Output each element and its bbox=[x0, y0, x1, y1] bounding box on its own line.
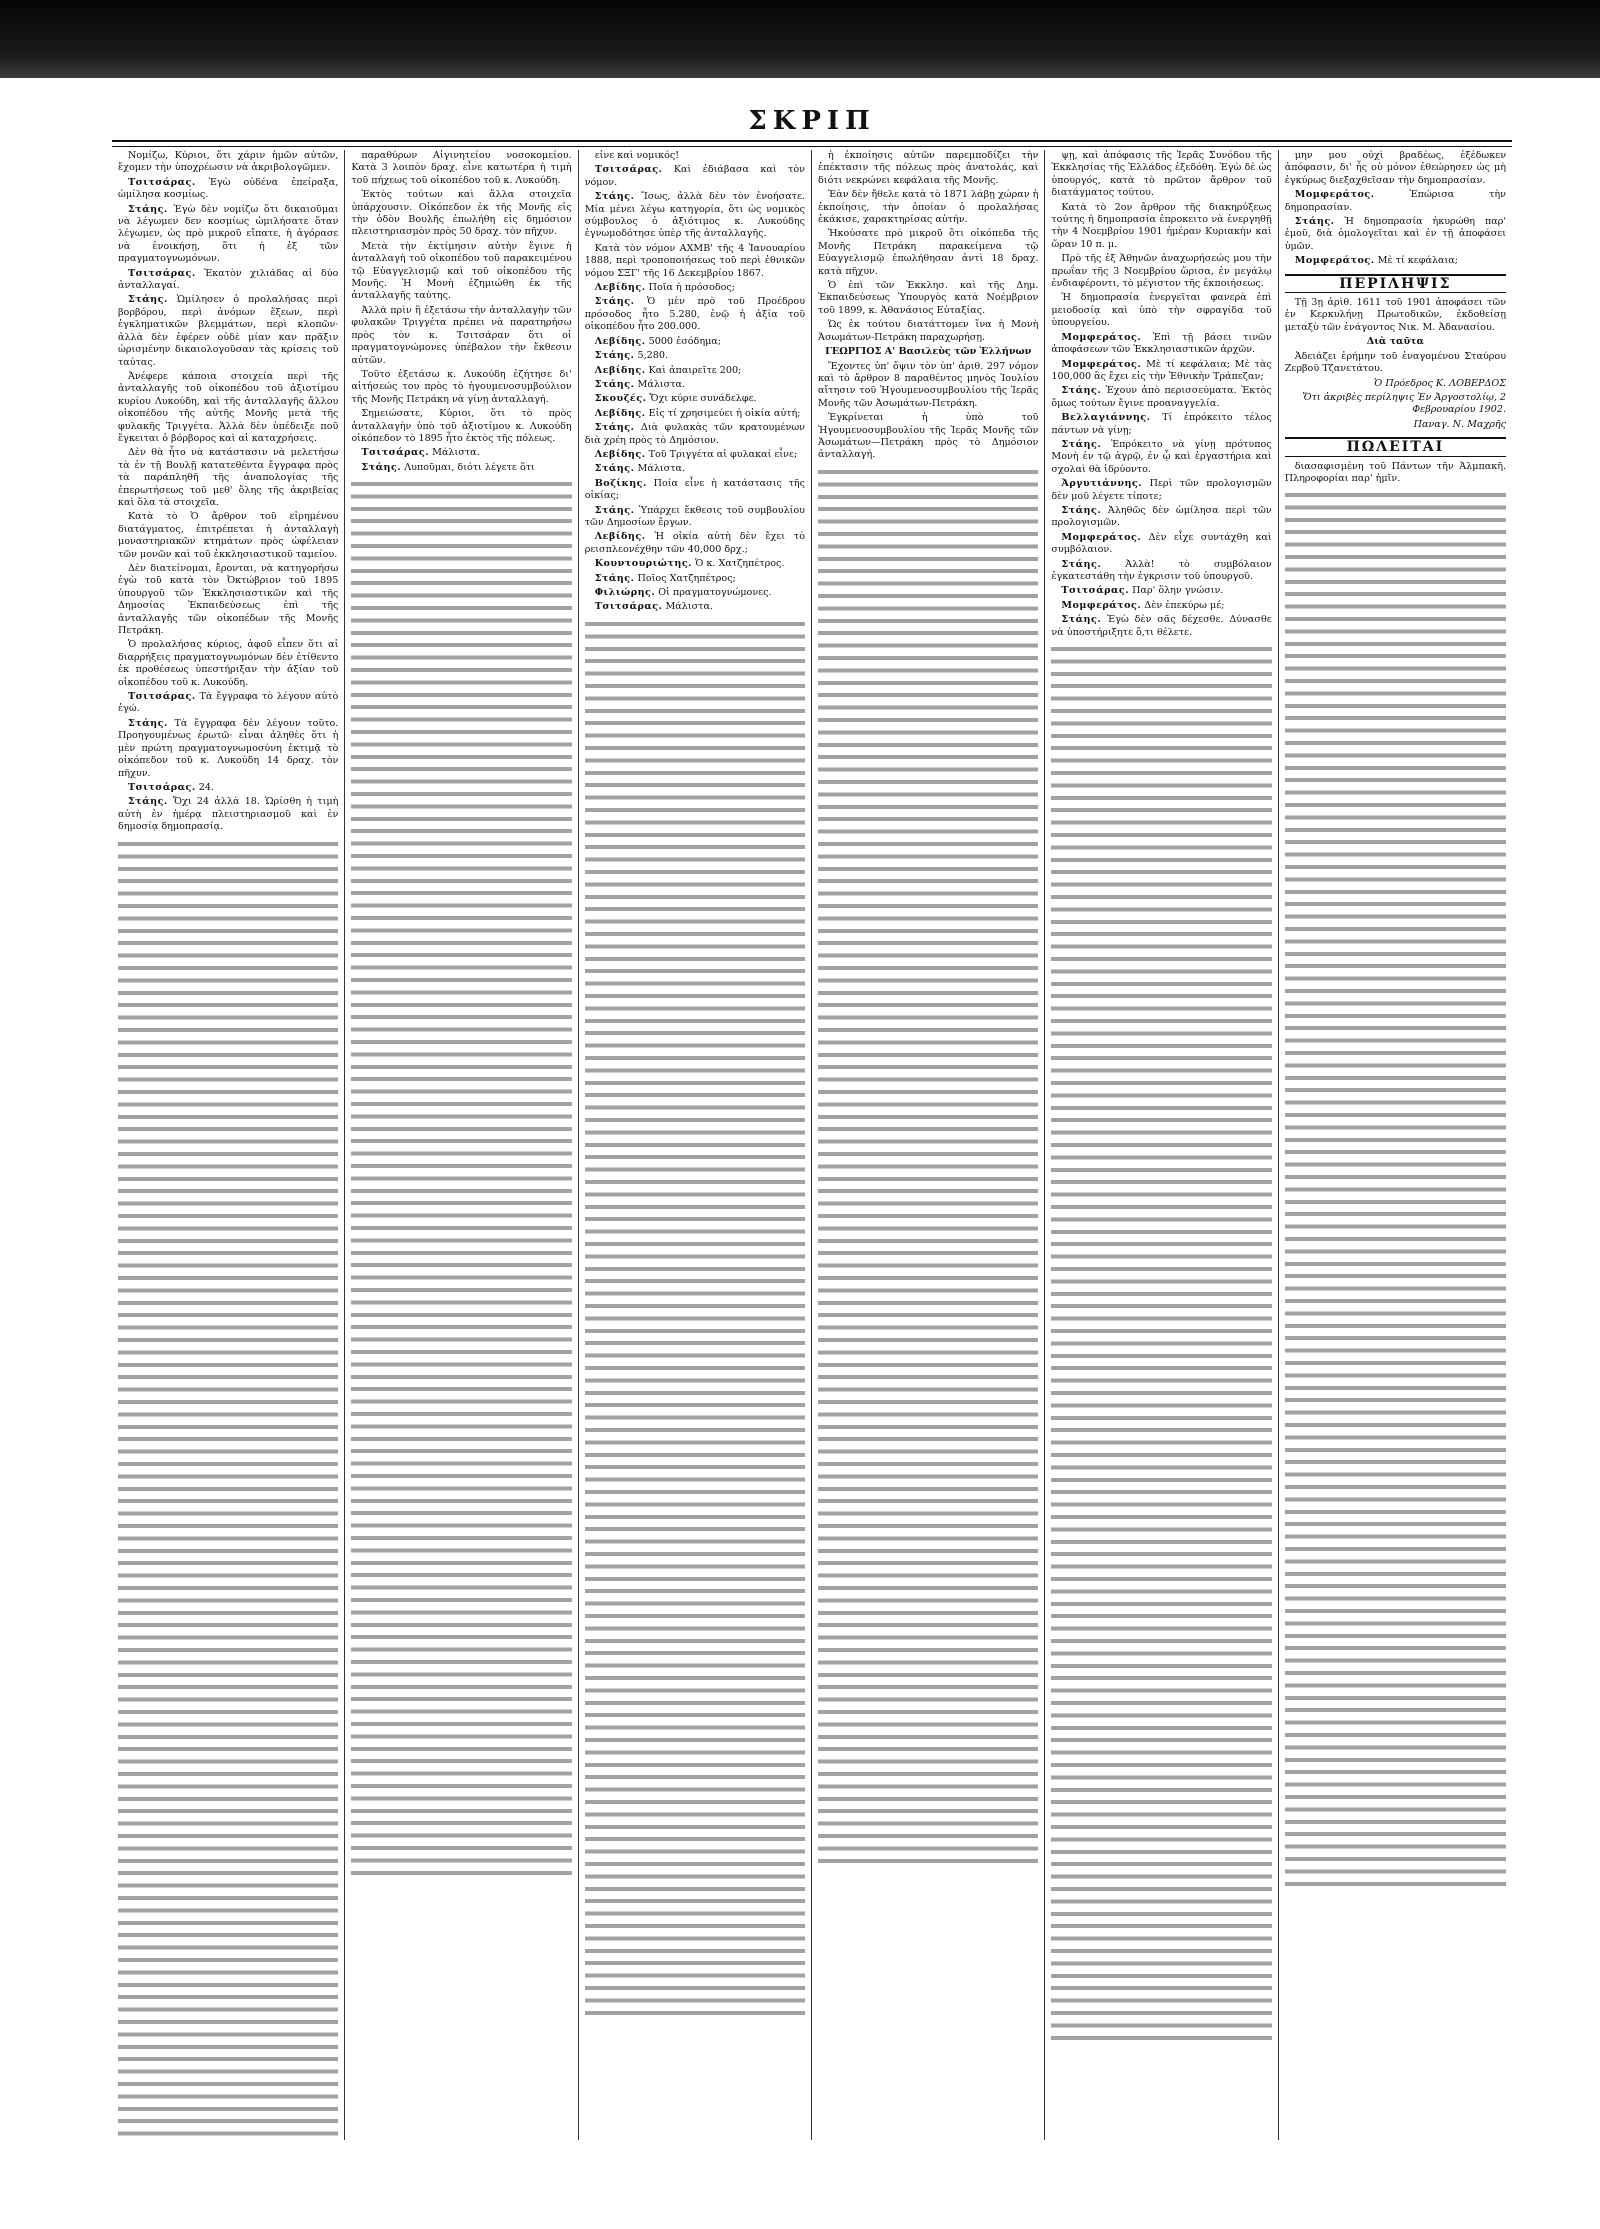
paragraph-text: Ποῖα ἡ πρόσοδος; bbox=[648, 282, 736, 294]
speaker-name: Στάης. bbox=[1061, 558, 1102, 570]
paragraph-text: Παρ' ὅλην γνώσιν. bbox=[1132, 585, 1224, 597]
article-paragraph bbox=[1285, 216, 1506, 253]
speaker-name: Λεβίδης. bbox=[594, 531, 646, 543]
speaker-name: Στάης. bbox=[1061, 438, 1102, 450]
newsprint-texture bbox=[351, 478, 571, 1878]
paragraph-text: Καὶ ἐδιάβασα καὶ τὸν νόμον. bbox=[584, 164, 806, 188]
paragraph-text: Δὲν θὰ ἦτο νὰ κατάστασιν νὰ μελετήσω τὰ ἐν τῇ Βουλῇ κατατεθέντα ἔγγραφα πρὸς τὰ παράπληθῆ τῆς ἀναπολογίας τῆς ἐπερωτήσεως τοῦ μεθ' ὅλης τῆς ἀκριβείας καὶ ὅλα τὰ στοιχεῖα. bbox=[118, 447, 339, 508]
column-6 bbox=[1279, 150, 1512, 2140]
article-paragraph bbox=[818, 150, 1038, 187]
newsprint-texture bbox=[1285, 489, 1506, 1889]
paragraph-text: 24. bbox=[198, 781, 215, 793]
article-paragraph bbox=[1285, 297, 1506, 334]
paragraph-text: Ποῖος Χατζηπέτρος; bbox=[637, 572, 736, 584]
article-paragraph bbox=[118, 639, 338, 689]
article-paragraph bbox=[818, 361, 1038, 411]
article-paragraph bbox=[1285, 392, 1506, 417]
paragraph-text: Νομίζω, Κύριοι, ὅτι χάριν ἡμῶν αὐτῶν, ἔχομεν τὴν ὑποχρέωσιν νὰ ἀκριβολογῶμεν. bbox=[118, 150, 339, 174]
article-paragraph bbox=[1285, 378, 1506, 390]
paragraph-text: Ἐκτὸς τούτων καὶ ἄλλα στοιχεῖα ὑπάρχουσιν. Οἰκόπεδον ἐκ τῆς Μονῆς εἰς τὴν ὁδὸν Βουλῆς ἐπωλήθη εἰς δημόσιον πλειστηριασμὸν πρὸς 50 δραχ. τὸν πῆχυν. bbox=[351, 189, 572, 238]
speaker-name: Στάης. bbox=[594, 504, 635, 516]
paragraph-text: Ἀνέφερε κάποια στοιχεία περὶ τῆς ἀνταλλαγῆς τοῦ οἰκοπέδου τοῦ ἀξιοτίμου κυρίου Λυκούδη, καὶ τῆς ἀνταλλαγῆς ἄλλου οἰκοπέδου τῆς αὐτῆς Μονῆς μετὰ τῆς φυλακῆς Τριγγέτα. Ἀλλὰ δὲν ὑπέδειξε ποῦ ἔγκειται ὁ βόρβορος καὶ αἱ καταχρήσεις. bbox=[118, 370, 339, 444]
speaker-name: Στάης. bbox=[1061, 614, 1102, 626]
article-paragraph bbox=[1285, 419, 1506, 431]
article-paragraph bbox=[1051, 385, 1271, 410]
article-paragraph bbox=[818, 319, 1038, 344]
speaker-name: Μομφεράτος. bbox=[1061, 358, 1142, 370]
article-paragraph bbox=[351, 189, 571, 239]
article-paragraph bbox=[118, 691, 338, 716]
speaker-name: Στάης. bbox=[594, 422, 635, 434]
speaker-name: Φιλιώρης. bbox=[594, 587, 656, 598]
speaker-name: Ἀργυτιάννης. bbox=[1061, 478, 1143, 490]
section-heading: ΠΕΡΙΛΗΨΙΣ bbox=[1285, 274, 1506, 293]
paragraph-text: Ἐγκρίνεται ἡ ὑπὸ τοῦ Ἡγουμενοσυμβουλίου τῆς Ἱερᾶς Μονῆς τῶν Ἀσωμάτων—Πετράκη πρὸς τὸ Δημόσιον ἀνταλλαγή. bbox=[818, 412, 1039, 461]
paragraph-text: Κατὰ τὸν νόμον ΑΧΜΒ' τῆς 4 Ἰανουαρίου 1888, περὶ τροποποιήσεως τοῦ περὶ ἐθνικῶν νόμου ΣΞΓ' τῆς 16 Δεκεμβρίου 1867. bbox=[584, 242, 806, 279]
speaker-name: Μομφεράτος. bbox=[1061, 599, 1142, 611]
speaker-name: Λεβίδης. bbox=[594, 282, 646, 294]
speaker-name: Σκουζές. bbox=[594, 393, 647, 405]
newsprint-texture bbox=[585, 618, 805, 2018]
article-paragraph bbox=[1051, 412, 1271, 437]
paragraph-text: διασαφισμένη τοῦ Πάντων τῆν Ἀλμπακῆ. Πληροφορίαι παρ' ἡμῖν. bbox=[1284, 460, 1507, 484]
paragraph-text: Μὲ τί κεφάλαια; Μὲ τὰς 100,000 ἃς ἔχει εἰς τὴν Ἐθνικὴν Τράπεζαν; bbox=[1051, 358, 1272, 382]
speaker-name: Μομφεράτος. bbox=[1061, 531, 1142, 543]
paragraph-text: Ὁ ἐπὶ τῶν Ἐκκλησ. καὶ τῆς Δημ. Ἐκπαιδεύσεως Ὑπουργὸς κατὰ Νοέμβριον τοῦ 1899, κ. Ἀθανάσιος Εὐταξίας. bbox=[818, 280, 1039, 316]
article-paragraph bbox=[1051, 478, 1271, 503]
masthead bbox=[112, 108, 1512, 134]
speaker-name: Τσιτσάρας. bbox=[128, 176, 196, 188]
article-paragraph bbox=[1051, 532, 1271, 557]
article-paragraph bbox=[118, 371, 338, 445]
article-paragraph bbox=[1051, 202, 1271, 252]
newsprint-texture bbox=[818, 466, 1038, 1866]
paragraph-text: παραθύρων Αἰγινητείου νοσοκομείου. Κατὰ 3 λοιπὸν δραχ. εἶνε κατωτέρα ἡ τιμὴ τοῦ πήχεως τοῦ οἰκοπέδου τοῦ κ. Λυκούδη. bbox=[351, 150, 572, 186]
speaker-name: Τσιτσάρας. bbox=[594, 164, 663, 176]
paragraph-text: Ὁ κ. Χατζηπέτρος. bbox=[695, 558, 785, 570]
speaker-name: Λεβίδης. bbox=[594, 448, 646, 460]
paragraph-text: Μὲ τί κεφάλαια; bbox=[1377, 255, 1458, 267]
column-1 bbox=[112, 150, 345, 2140]
article-paragraph bbox=[585, 243, 805, 280]
article-paragraph bbox=[1285, 189, 1506, 214]
paragraph-text: Ὁ μὲν πρὸ τοῦ Προέδρου πρόσοδος ἦτο 5.280, ἐνῷ ἡ ἀξία τοῦ οἰκοπέδου ἦτο 200.000. bbox=[584, 296, 806, 333]
paragraph-text: Λυποῦμαι, διότι λέγετε ὅτι bbox=[404, 461, 535, 473]
newspaper-page bbox=[112, 108, 1512, 2168]
newsprint-texture bbox=[1051, 643, 1271, 2043]
article-paragraph bbox=[351, 369, 571, 406]
article-paragraph bbox=[585, 164, 805, 189]
paragraph-text: Καὶ ἀπαιρεῖτε 200; bbox=[648, 364, 742, 376]
paragraph-text: εἶνε καὶ νομικός! bbox=[594, 150, 680, 161]
article-paragraph bbox=[585, 379, 805, 391]
paragraph-text: Ἡ δημοπρασία ἐνεργεῖται φανερὰ ἐπὶ μειοδοσίᾳ καὶ ὑπὸ τὴν σφραγίδα τοῦ ὑπουργείου. bbox=[1051, 292, 1272, 329]
article-paragraph bbox=[585, 282, 805, 294]
paragraph-text: Μάλιστα. bbox=[665, 601, 713, 613]
article-paragraph bbox=[585, 505, 805, 530]
article-paragraph bbox=[1051, 559, 1271, 584]
paragraph-text: Ἐπώρισα τὴν δημοπρασίαν. bbox=[1284, 189, 1507, 213]
speaker-name: Λεβίδης. bbox=[594, 364, 646, 376]
article-paragraph bbox=[1285, 351, 1506, 376]
paragraph-text: Ἐὰν δὲν ἤθελε κατὰ τὸ 1871 λάβῃ χώραν ἡ ἐκποίησις, τὴν ὁποίαν ὁ προλαλήσας ἐκάκισε, χαρακτηρίσας αὐτήν. bbox=[818, 189, 1039, 226]
article-paragraph bbox=[585, 573, 805, 585]
paragraph-text: ἡ ἐκποίησις αὐτῶν παρεμποδίζει τὴν ἐπέκτασιν τῆς πόλεως πρὸς ἀνατολάς, καὶ διότι νεκρώνει κεφάλαια τῆς Μονῆς. bbox=[818, 150, 1039, 186]
speaker-name: Τσιτσάρας. bbox=[361, 447, 430, 459]
article-paragraph bbox=[1051, 585, 1271, 597]
article-paragraph bbox=[351, 447, 571, 459]
paragraph-text: Κατὰ τὸ Ὁ ἄρθρον τοῦ εἰρημένου διατάγματος, ἐπιτρέπεται ἡ ἀνταλλαγὴ μοναστηριακῶν κτημάτων πρὸς ὠφέλειαν τῶν μονῶν καὶ τοῦ ἐκκλησιαστικοῦ ταμείου. bbox=[118, 511, 339, 560]
paragraph-text: Ἔχοντες ὑπ' ὄψιν τὸν ὑπ' ἀριθ. 297 νόμον καὶ τὸ ἄρθρον 8 παραθέντος μηνὸς Ἰουλίου αἴτησιν τοῦ Ἡγουμενοσυμβουλίου τῆς Ἱερᾶς Μονῆς τῶν Ἀσωμάτων-Πετράκη. bbox=[818, 360, 1039, 409]
speaker-name: Στάης. bbox=[128, 203, 168, 215]
speaker-name: Τσιτσάρας. bbox=[128, 267, 196, 279]
speaker-name: Στάης. bbox=[594, 378, 635, 390]
speaker-name: Στάης. bbox=[594, 191, 635, 203]
article-paragraph bbox=[118, 268, 338, 293]
paragraph-text: Ὡς ἐκ τούτου διατάττομεν ἵνα ἡ Μονὴ Ἀσωμάτων-Πετράκη παραχωρήσῃ. bbox=[818, 319, 1039, 343]
speaker-name: Στάης. bbox=[594, 463, 635, 475]
paragraph-text: μην μου οὐχὶ βραδέως, ἐξέδωκεν ἀπόφασιν, δι' ἧς οὐ μόνον ἐθεώρησεν ὡς μὴ ἐγκύρως διεξαχθεῖσαν τὴν δημοπρασίαν. bbox=[1284, 150, 1507, 186]
paragraph-text: Περὶ τῶν προλογισμῶν δὲν μοῦ λέγετε τίποτε; bbox=[1051, 478, 1272, 502]
article-paragraph bbox=[1051, 505, 1271, 530]
paragraph-text: Τοῦτο ἐξετάσω κ. Λυκούδη ἐζήτησε δι' αἰτήσεώς του πρὸς τὸ ἡγουμενοσυμβούλιον τῆς Μονῆς Πετράκη νὰ γίνῃ ἀνταλλαγή. bbox=[351, 368, 572, 405]
speaker-name: Στάης. bbox=[128, 717, 168, 729]
paragraph-text: Ὡμίλησεν ὁ προλαλήσας περὶ βορβόρου, περὶ ἀνόμων ἕξεων, περὶ ἐγκληματικῶν βλεμμάτων, περὶ κλοπῶν· ἀλλὰ δὲν ἐφέρεν οὐδὲ μίαν καν πρᾶξιν ὡρισμένην δικαιολογοῦσαν τὰς κρίσεις τοῦ ταύτας. bbox=[118, 294, 339, 368]
article-paragraph bbox=[585, 296, 805, 333]
speaker-name: Τσιτσάρας. bbox=[1061, 585, 1130, 597]
article-paragraph bbox=[118, 150, 338, 175]
paragraph-text: Ἑκατὸν χιλιάδας αἱ δύο ἀνταλλαγαί. bbox=[118, 267, 339, 292]
paragraph-text: Κατὰ τὸ 2ον ἄρθρον τῆς διακηρύξεως τούτης ἡ δημοπρασία ἐπροκειτο νὰ ἐνεργηθῇ τὴν 4 Νοεμβρίου 1901 ἡμέραν Κυριακὴν καὶ ὥραν 10 π. μ. bbox=[1051, 201, 1272, 250]
paragraph-text: Μάλιστα. bbox=[432, 447, 480, 459]
article-paragraph bbox=[1285, 336, 1506, 348]
article-paragraph bbox=[118, 563, 338, 637]
speaker-name: Λεβίδης. bbox=[594, 335, 646, 347]
paragraph-text: Μάλιστα. bbox=[637, 463, 686, 475]
paragraph-text: Ἐγὼ οὐδένα ἐπείραξα, ὡμίλησα κοσμίως. bbox=[118, 176, 339, 201]
article-paragraph bbox=[818, 412, 1038, 462]
speaker-name: Στάης. bbox=[594, 350, 635, 362]
article-paragraph bbox=[818, 189, 1038, 226]
article-paragraph bbox=[118, 177, 338, 202]
paragraph-text: ψῃ, καὶ ἀπόφασις τῆς Ἱερᾶς Συνόδου τῆς Ἐκκλησίας τῆς Ἑλλάδος ἐξεδόθη. Ἐγὼ δὲ ὡς ὑπουργός, κατὰ τὸ πρῶτον ἄρθρον τοῦ διατάγματος τούτου. bbox=[1051, 150, 1272, 199]
newsprint-texture bbox=[118, 838, 338, 2140]
paragraph-text: Ποία εἶνε ἡ κατάστασις τῆς οἰκίας; bbox=[584, 477, 806, 502]
article-paragraph bbox=[118, 294, 338, 368]
columns-container bbox=[112, 150, 1512, 2140]
speaker-name: Τσιτσάρας. bbox=[594, 601, 663, 613]
column-5 bbox=[1045, 150, 1278, 2140]
paragraph-text: Οἱ πραγματογνώμονες. bbox=[658, 587, 772, 598]
article-paragraph bbox=[818, 346, 1038, 358]
article-paragraph bbox=[118, 796, 338, 833]
article-paragraph bbox=[1051, 253, 1271, 290]
paragraph-text: Διὰ ταῦτα bbox=[1366, 336, 1424, 348]
paragraph-text: Εἰς τί χρησιμεύει ἡ οἰκία αὐτή; bbox=[648, 407, 801, 419]
speaker-name: Στάης. bbox=[361, 461, 402, 473]
speaker-name: Λεβίδης. bbox=[594, 407, 646, 419]
column-4 bbox=[812, 150, 1045, 2140]
section-heading: ΠΩΛΕΙΤΑΙ bbox=[1285, 437, 1506, 456]
paragraph-text: Ἡ δημοπρασία ἠκυρώθη παρ' ἐμοῦ, διὰ ὁμολογεῖται καὶ ἐν τῇ ἀποφάσει ὑμῶν. bbox=[1284, 216, 1507, 252]
masthead-title: ΣΚΡΙΠ bbox=[748, 106, 876, 136]
article-paragraph bbox=[585, 365, 805, 377]
scan-top-band bbox=[0, 0, 1600, 78]
paragraph-text: Παναγ. Ν. Μαχρῆς bbox=[1413, 418, 1507, 430]
paragraph-text: Ἐπρόκειτο νὰ γίνῃ πρότυπος Μονὴ ἐν τῷ ἀγρῷ, ἐν ᾧ καὶ ἐργαστήρια καὶ σχολαὶ θὰ ἱδρύοντο. bbox=[1051, 438, 1272, 475]
paragraph-text: Ἐχουν ἀπὸ περισσεύματα. Ἐκτὸς ὅμως τούτων ἔγινε προαναγγελία. bbox=[1051, 385, 1272, 409]
speaker-name: Στάης. bbox=[594, 572, 635, 584]
column-3 bbox=[579, 150, 812, 2140]
speaker-name: Βελλαγιάννης. bbox=[1061, 412, 1151, 424]
paragraph-text: Διὰ φυλακὰς τῶν κρατουμένων διὰ χρέη πρὸς τὸ Δημόσιον. bbox=[584, 422, 806, 446]
article-paragraph bbox=[118, 447, 338, 509]
paragraph-text: Ὄχι κύριε συνάδελφε. bbox=[649, 393, 757, 405]
article-paragraph bbox=[1051, 150, 1271, 200]
article-paragraph bbox=[585, 150, 805, 162]
article-paragraph bbox=[351, 150, 571, 187]
paragraph-text: Τῇ 3ῃ ἀρὶθ. 1611 τοῦ 1901 ἀποφάσει τῶν ἐν Κερκυλήνῃ Πρωτοδικῶν, ἐκδοθείσῃ μεταξὺ τῶν ἐνάγοντος Νικ. Μ. Ἀδανασίου. bbox=[1284, 297, 1507, 333]
article-paragraph bbox=[585, 408, 805, 420]
article-paragraph bbox=[118, 511, 338, 561]
article-paragraph bbox=[585, 601, 805, 613]
paragraph-text: Ἴσως, ἀλλὰ δὲν τὸν ἐνοήσατε. Μία μένει λέγω κατηγορία, ὅτι ὡς νομικὸς σύμβουλος ὁ ἀξιότιμος κ. Λυκούδης ἐγνωμοδότησε ὑπὲρ τῆς ἀνταλλαγῆς. bbox=[584, 191, 806, 240]
article-paragraph bbox=[118, 718, 338, 780]
paragraph-text: Ἀλλὰ πρὶν ἢ ἐξετάσω τὴν ἀνταλλαγὴν τῶν φυλακῶν Τριγγέτα πρέπει νὰ παρατηρήσω πρὸς τὸν κ. Τσιτσάραν ὅτι οἱ πραγματογνώμονες ὑπέβαλον τὴν ἔκθεσιν αὐτῶν. bbox=[351, 304, 572, 366]
paragraph-text: Πρὸ τῆς ἐξ Ἀθηνῶν ἀναχωρήσεώς μου τὴν πρωΐαν τῆς 3 Νοεμβρίου ὥρισα, ἐν μεγάλῳ ἐνδιαφέροντι, τὸ μέγιστον τῆς ἐκποιήσεως. bbox=[1051, 253, 1272, 290]
article-paragraph bbox=[351, 241, 571, 303]
article-paragraph bbox=[585, 449, 805, 461]
paragraph-text: Ἐπὶ τῇ βάσει τινῶν ἀποφάσεων τῶν Ἐκκλησιαστικῶν ἀρχῶν. bbox=[1051, 331, 1272, 356]
speaker-name: Στάης. bbox=[594, 296, 635, 308]
paragraph-text: Ἡ οἰκία αὐτὴ δὲν ἔχει τὸ ρεισπλεονέχθην τῶν 40,000 δρχ.; bbox=[584, 531, 806, 555]
speaker-name: Μομφεράτος. bbox=[1294, 189, 1375, 201]
article-paragraph bbox=[818, 280, 1038, 317]
paragraph-text: Δὲν διατείνομαι, ἔρονται, νὰ κατηγορήσω ἐγὼ τοῦ κατὰ τὸν Ὀκτώβριον τοῦ 1895 ὑπουργοῦ τῶν Ἐκκλησιαστικῶν καὶ τῆς Δημοσίας Ἐκπαιδεύσεως ἐπὶ τῆς ἀνταλλαγῆς τῶν οἰκοπέδων τῆς Μονῆς Πετράκη. bbox=[118, 563, 339, 637]
speaker-name: Τσιτσάρας. bbox=[128, 691, 196, 703]
paragraph-text: Μάλιστα. bbox=[637, 378, 686, 390]
article-paragraph bbox=[585, 393, 805, 405]
paragraph-text: Ἀλλὰ! τὸ συμβόλαιον ἐγκατεστάθη τὴν ἐγκρισιν τοῦ ὑπουργοῦ. bbox=[1051, 558, 1272, 582]
article-paragraph bbox=[585, 531, 805, 556]
paragraph-text: Ὑπάρχει ἔκθεσις τοῦ συμβουλίου τῶν Δημοσίων ἔργων. bbox=[584, 504, 806, 528]
paragraph-text: Ἐγὼ δὲν σᾶς δέχεσθε. Δύνασθε νὰ ὑποστήριξητε ὅ,τι θέλετε. bbox=[1051, 614, 1272, 638]
speaker-name: Στάης. bbox=[1061, 504, 1102, 516]
speaker-name: Βοζίκης. bbox=[594, 477, 647, 489]
article-paragraph bbox=[351, 408, 571, 445]
article-paragraph bbox=[585, 587, 805, 599]
article-paragraph bbox=[1285, 255, 1506, 267]
article-paragraph bbox=[585, 350, 805, 362]
paragraph-text: Ἐγὼ δὲν νομίζω ὅτι δικαιοῦμαι νὰ λέγωμεν δεν κοσμίως ὡμιλήσατε ὅταν λέγωμεν, ὡς πρὸ μικροῦ εἴπατε, ἡ ἀγόρασε νὰ ἐνοικήσῃ, ὅτι ἡ ἐξ τῶν πραγματογνωμόνων. bbox=[118, 203, 339, 265]
paragraph-text: Τὰ ἔγγραφα δὲν λέγουν τοῦτο. Προηγουμένως ἐρωτῶ· εἶναι ἀληθὲς ὅτι ἡ μὲν πρώτη πραγματογνωμοσύνη ἐκτιμᾷ τὸ οἰκόπεδον τοῦ κ. Λυκούδη 14 δραχ. τὸν πῆχυν. bbox=[118, 717, 339, 779]
article-paragraph bbox=[585, 422, 805, 447]
article-paragraph bbox=[585, 191, 805, 241]
article-paragraph bbox=[1285, 461, 1506, 486]
paragraph-text: ΓΕΩΡΓΙΟΣ Α' Βασιλεὺς τῶν Ἑλλήνων bbox=[825, 346, 1032, 358]
speaker-name: Κουντουριώτης. bbox=[594, 558, 693, 570]
article-paragraph bbox=[585, 558, 805, 570]
article-paragraph bbox=[351, 462, 571, 474]
article-paragraph bbox=[585, 478, 805, 503]
column-2 bbox=[345, 150, 578, 2140]
paragraph-text: Ἡκούσατε πρὸ μικροῦ ὅτι οἰκόπεδα τῆς Μονῆς Πετράκη παρακείμενα τῷ Εὐαγγελισμῷ ἐπωλήθησαν ἀντὶ 18 δραχ. κατὰ πῆχυν. bbox=[818, 228, 1039, 277]
paragraph-text: Ὄχι 24 ἀλλὰ 18. Ὡρίσθη ἡ τιμὴ αὐτὴ ἐν ἡμέρᾳ πλειστηριασμοῦ καὶ ἐν δημοσίᾳ δημοπρασίᾳ. bbox=[118, 796, 339, 833]
paragraph-text: Δὲν εἶχε συντάχθη καὶ συμβόλαιον. bbox=[1051, 531, 1272, 556]
article-paragraph bbox=[818, 228, 1038, 278]
paragraph-text: Ἀληθῶς δὲν ὡμίλησα περὶ τῶν προλογισμῶν. bbox=[1051, 504, 1272, 529]
article-paragraph bbox=[1051, 292, 1271, 329]
speaker-name: Στάης. bbox=[128, 294, 168, 306]
article-paragraph bbox=[585, 336, 805, 348]
paragraph-text: Τὰ ἔγγραφα τὸ λέγουν αὐτὸ ἐγώ. bbox=[118, 691, 339, 715]
speaker-name: Στάης. bbox=[1061, 385, 1102, 397]
article-paragraph bbox=[1051, 359, 1271, 384]
article-paragraph bbox=[1285, 150, 1506, 187]
speaker-name: Μομφεράτος. bbox=[1294, 255, 1375, 267]
article-paragraph bbox=[1051, 614, 1271, 639]
article-paragraph bbox=[351, 305, 571, 367]
speaker-name: Τσιτσάρας. bbox=[128, 781, 196, 793]
article-paragraph bbox=[1051, 600, 1271, 612]
paragraph-text: Δὲν ἐπεκύρω μέ; bbox=[1144, 599, 1225, 611]
paragraph-text: 5000 ἐσόδημα; bbox=[648, 335, 722, 347]
paragraph-text: 5,280. bbox=[637, 350, 669, 362]
paragraph-text: Ὁ Πρόεδρος Κ. ΛΟΒΕΡΔΟΣ bbox=[1374, 377, 1507, 389]
paragraph-text: Ὁ προλαλήσας κύριος, ἀφοῦ εἶπεν ὅτι αἱ διαρρήξεις πραγματογνωμόνων δὲν ἐτίθεντο ἐκ προθέσεως ὑπεστήριξαν τὴν ἀξίαν τοῦ οἰκοπέδου τοῦ κ. Λυκούδη. bbox=[118, 639, 339, 688]
paragraph-text: Μετὰ τὴν ἐκτίμησιν αὐτὴν ἔγινε ἡ ἀνταλλαγὴ τοῦ οἰκοπέδου τοῦ παρακειμένου τῷ Εὐαγγελισμῷ καὶ τοῦ οἰκοπέδου τῆς Μονῆς. Ἡ Μονὴ ἐζημιώθη ἐκ τῆς ἀνταλλαγῆς ταύτης. bbox=[351, 240, 572, 302]
header-rule bbox=[112, 140, 1512, 147]
article-paragraph bbox=[1051, 332, 1271, 357]
article-paragraph bbox=[118, 782, 338, 794]
article-paragraph bbox=[1051, 439, 1271, 476]
paragraph-text: Τί ἐπρόκειτο τέλος πάντων νὰ γίνῃ; bbox=[1051, 412, 1272, 436]
article-paragraph bbox=[585, 463, 805, 475]
speaker-name: Στάης. bbox=[1294, 216, 1335, 228]
speaker-name: Μομφεράτος. bbox=[1061, 331, 1142, 343]
paragraph-text: Ὅτι ἀκριβὲς περίληψις Ἐν Ἀργοστολίῳ, 2 Φεβρουαρίου 1902. bbox=[1302, 391, 1507, 416]
article-paragraph bbox=[118, 204, 338, 266]
paragraph-text: Τοῦ Τριγγέτα αἱ φυλακαί εἶνε; bbox=[648, 448, 798, 460]
paragraph-text: Ἀδειάζει ἐρήμην τοῦ ἐναγομένου Σταύρου Ζερβοῦ Τζανετάτου. bbox=[1284, 350, 1507, 375]
paragraph-text: Σημειώσατε, Κύριοι, ὅτι τὸ πρὸς ἀνταλλαγὴν ὑπὸ τοῦ ἀξιοτίμου κ. Λυκούδη οἰκόπεδον τὸ 1895 ἦτο ἐκτὸς τῆς πόλεως. bbox=[351, 408, 572, 444]
speaker-name: Στάης. bbox=[128, 796, 168, 808]
